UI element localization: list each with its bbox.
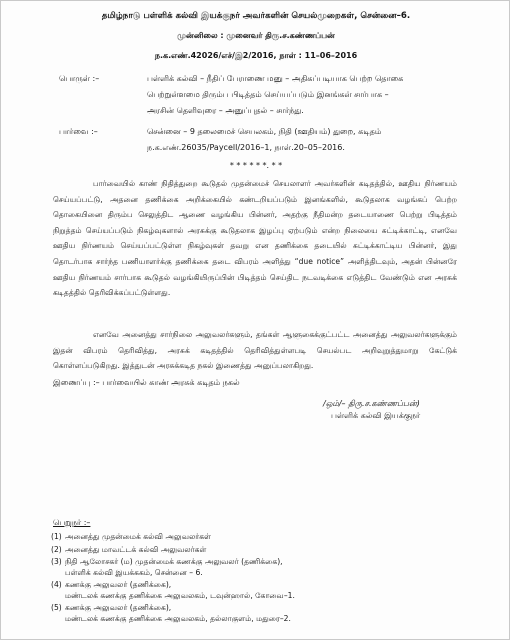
body-paragraph-1 xyxy=(53,176,457,301)
subject-line: பள்ளிக் கல்வி – நீதிப் பேராணை மனு – அதிகப்படியாக பெற்ற தொகை xyxy=(147,74,404,83)
header-presence: முன்னிலை : முனைவர் திரு.ச.கண்ணப்பன் xyxy=(177,31,335,40)
list-item: (5) கணக்கு அலுவலர் (தணிக்கை), மண்டலக் கணக்கு தணிக்கை அலுவலகம், தல்லாகுளம், மதுரை–2. xyxy=(51,603,291,623)
recipients-list xyxy=(51,532,471,624)
signature-name: /ஒம்/– திரு.ச.கண்ணப்பன்) xyxy=(323,399,420,408)
paragraph-text: எனவே அனைத்து சார்நிலை அலுவலர்களும், தங்கள் ஆளுகைக்குட்பட்ட அனைத்து அலுவலர்களுக்கும் இதன் விபரம் தெரிவித்து, அரசுக் கடிதத்தில் தெரிவித்துள்ளபடி செயல்பட அறிவுறுத்துமாறு கேட்டுக் கொள்ளப்படுகிறது. இத்துடன் அரசுக்கடித நகல் இணைத்து அனுப்பலாகிறது. xyxy=(53,330,457,371)
recipients-heading: பெறுநர் :– xyxy=(53,518,91,527)
subject-line: அரசின் தெளிவுரை – அனுப்புதல் – சார்ந்து. xyxy=(147,106,304,115)
subject-label: பொருள் :– xyxy=(59,74,100,83)
list-item: (3) நிதி ஆலோசகர் (ம) முதன்மைக் கணக்கு அலுவலர் (தணிக்கை), பள்ளிக் கல்வி இயக்ககம், சென்னை – 6. xyxy=(51,557,283,577)
body-paragraph-2 xyxy=(53,327,457,374)
reference-number-date: ந.க.எண்.42026/எச்/இ2/2016, நாள் : 11–06–2016 xyxy=(154,51,358,60)
reference-line: சென்னை – 9 தலைமைச் செயலகம், நிதி (ஊதியம்) துறை, கடிதம் xyxy=(147,127,382,136)
list-item: (2) அனைத்து மாவட்டக் கல்வி அலுவலர்கள் xyxy=(51,544,207,554)
header-title: தமிழ்நாடு பள்ளிக் கல்வி இயக்குநர் அவர்களின் செயல்முறைகள், சென்னை–6. xyxy=(101,11,411,21)
separator-stars: * * * * * *. * * xyxy=(229,161,283,170)
list-item: (4) கணக்கு அலுவலர் (தணிக்கை), மண்டலக் கணக்கு தணிக்கை அலுவலகம், டவுன்ஹால், கோவை–1. xyxy=(51,580,295,600)
reference-line: ந.க.எண்.26035/Paycell/2016–1, நாள்.20–05–2016. xyxy=(147,143,345,152)
enclosure-note: இணைப்பு :– பார்வையில் காண் அரசுக் கடிதம் நகல் xyxy=(53,378,240,387)
reference-label: பார்வை :– xyxy=(59,127,98,136)
list-item: (1) அனைத்து முதன்மைக் கல்வி அலுவலர்கள் xyxy=(51,532,211,541)
subject-line: பெற்றுள்ளமை திரும்ப பிடித்தம் செய்யப்படும் இனங்கள் சார்பாக – xyxy=(147,90,389,99)
paragraph-text: பார்வையில் காண் நிதித்துறை கூடுதல் முதன்மைச் செயலாளர் அவர்களின் கடிதத்தில், ஊதிய நிர்ணயம் செய்யப்பட்டு, அதனை தணிக்கை அறிக்கையில் கண்டறியப்படும் இனங்களில், கூடுதலாக வழங்கப் பெற்ற தொகையினை திரும்ப செலுத்திட ஆணை வழங்கிய பின்னர், அதற்கு நீதிமன்ற தடையாணை பெற்று பிடித்தம் நிறுத்தம் செய்யப்படும் நிகழ்வுகளால் அரசுக்கு கூடுதலாக இழப்பு ஏற்படும் என்ற நிலையை சுட்டிக்காட்டி, எனவே ஊதிய நிர்ணயம் செய்யப்பட்டுள்ள நிகழ்வுகள் தவறு என தணிக்கை தடையில் சுட்டிக்காட்டிய பின்னர், இது தொடர்பாக சார்ந்த பணியாளர்க்கு தணிக்கை தடை விபரம் அளித்து “due notice” அளித்திடவும், அதன் பின்னரே ஊதிய நிர்ணயம் சார்பாக கூடுதல் வழங்கியிருப்பின் பிடித்தம் செய்திட நடவடிக்கை எடுத்திட வேண்டும் என அரசுக் கடிதத்தில் தெரிவிக்கப்பட்டுள்ளது. xyxy=(53,179,457,298)
signature-title: பள்ளிக் கல்வி இயக்குநர் xyxy=(331,411,421,420)
